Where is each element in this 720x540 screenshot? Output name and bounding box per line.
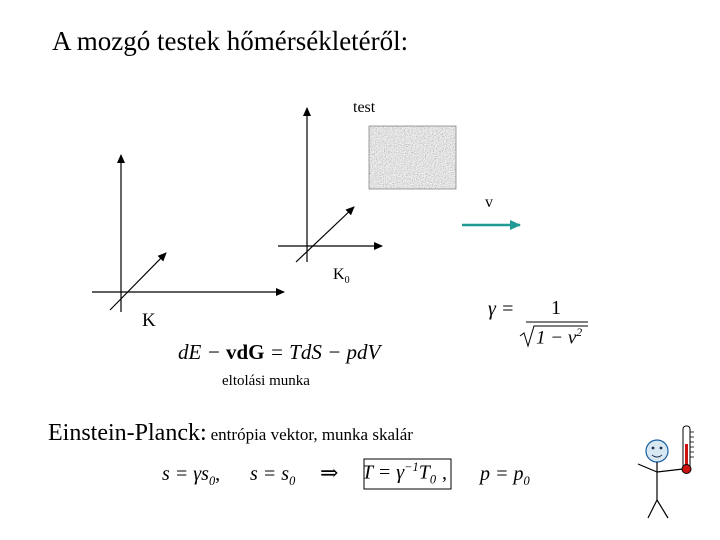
entropy-equation-1: $s = \gamma s_0$, bbox=[162, 463, 221, 488]
test-label: test bbox=[353, 99, 376, 116]
thermometer-icon bbox=[682, 426, 694, 474]
frame-k-axes bbox=[92, 155, 284, 312]
k0-z-axis bbox=[296, 207, 354, 262]
stick-figure bbox=[638, 440, 683, 518]
frame-k0-axes bbox=[278, 108, 382, 262]
einstein-planck-line bbox=[48, 420, 413, 447]
k-z-axis bbox=[110, 253, 166, 310]
frame-k0-label: $K_0$ bbox=[333, 266, 350, 287]
einstein-planck-description: entrópia vektor, munka skalár bbox=[210, 425, 413, 444]
velocity-label: v bbox=[485, 194, 493, 211]
gamma-denominator: $1 - v^2$ bbox=[536, 326, 583, 349]
gamma-equation: γ = bbox=[488, 298, 515, 320]
einstein-planck-name: Einstein-Planck: bbox=[48, 420, 207, 446]
implies-symbol: ⇒ bbox=[320, 460, 339, 485]
eltolasi-munka-label: eltolási munka bbox=[222, 373, 310, 389]
test-body bbox=[369, 126, 456, 189]
energy-equation: dE − vdG = TdS − pdV bbox=[178, 340, 381, 364]
page-title: A mozgó testek hőmérsékletéről: bbox=[52, 26, 409, 56]
gamma-numerator: 1 bbox=[551, 297, 561, 319]
frame-k-label: K bbox=[142, 310, 156, 331]
temperature-equation: $T = \gamma^{-1}T_0$ , bbox=[362, 460, 448, 487]
entropy-equation-2: $s = s_0$ bbox=[250, 463, 296, 488]
pressure-equation: $p = p_0$ bbox=[480, 463, 530, 488]
